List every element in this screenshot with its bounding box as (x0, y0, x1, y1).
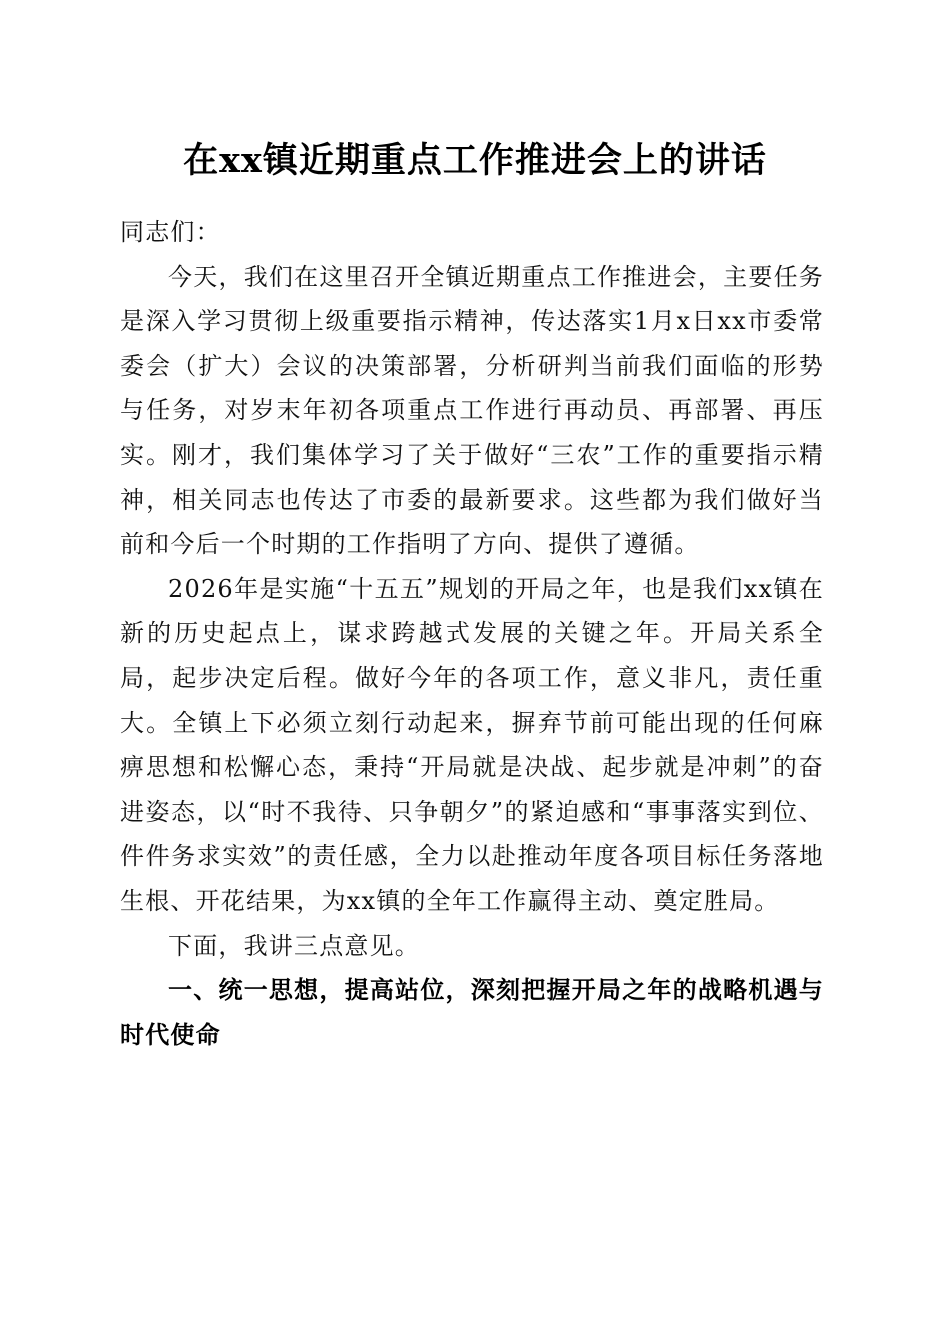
paragraph-opening: 今天，我们在这里召开全镇近期重点工作推进会，主要任务是深入学习贯彻上级重要指示精神，传达落实1月x日xx市委常委会（扩大）会议的决策部署，分析研判当前我们面临的形势与任务，对岁末年初各项重点工作进行再动员、再部署、再压实。刚才，我们集体学习了关于做好“三农”工作的重要指示精神，相关同志也传达了市委的最新要求。这些都为我们做好当前和今后一个时期的工作指明了方向、提供了遵循。 (120, 262, 824, 559)
document-body (120, 210, 824, 1057)
paragraph-transition: 下面，我讲三点意见。 (168, 931, 420, 960)
document-title: 在xx镇近期重点工作推进会上的讲话 (183, 140, 767, 181)
section-heading: 一、统一思想，提高站位，深刻把握开局之年的战略机遇与时代使命 (120, 976, 824, 1049)
salutation: 同志们： (120, 218, 221, 246)
paragraph-context: 2026年是实施“十五五”规划的开局之年，也是我们xx镇在新的历史起点上，谋求跨越式发展的关键之年。开局关系全局，起步决定后程。做好今年的各项工作，意义非凡，责任重大。全镇上下必须立刻行动起来，摒弃节前可能出现的任何麻痹思想和松懈心态，秉持“开局就是决战、起步就是冲刺”的奋进姿态，以“时不我待、只争朝夕”的紧迫感和“事事落实到位、件件务求实效”的责任感，全力以赴推动年度各项目标任务落地生根、开花结果，为xx镇的全年工作赢得主动、奠定胜局。 (120, 574, 824, 915)
